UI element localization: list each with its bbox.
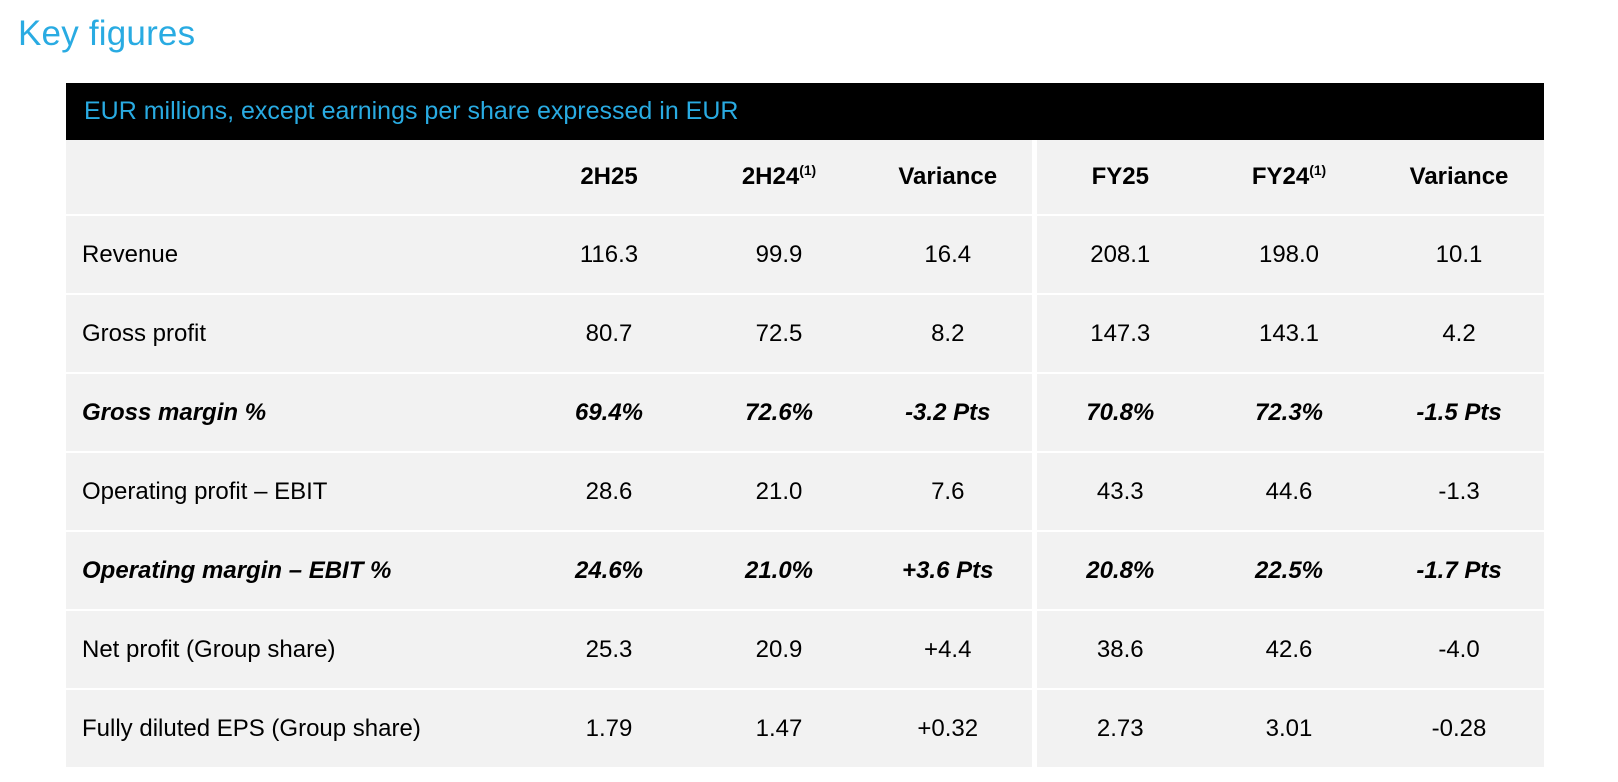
band-caption: EUR millions, except earnings per share expressed in EUR <box>84 97 739 125</box>
column-header-fy25: FY25 <box>1034 140 1204 215</box>
table-row <box>66 610 1544 689</box>
footnote-marker: (1) <box>1309 162 1327 178</box>
cell-value: -3.2 Pts <box>864 373 1034 452</box>
table-row <box>66 531 1544 610</box>
column-header-fy24: FY24$^{(1)}$ <box>1204 140 1374 215</box>
row-label: Operating profit – EBIT <box>66 452 524 531</box>
cell-value: 3.01 <box>1204 689 1374 768</box>
cell-value: +3.6 Pts <box>864 531 1034 610</box>
cell-value: 4.2 <box>1374 294 1544 373</box>
cell-value: 72.5 <box>694 294 864 373</box>
cell-value: 80.7 <box>524 294 694 373</box>
page-title: Key figures <box>18 14 196 53</box>
cell-value: +4.4 <box>864 610 1034 689</box>
cell-value: 72.6% <box>694 373 864 452</box>
cell-value: 116.3 <box>524 215 694 294</box>
cell-value: 42.6 <box>1204 610 1374 689</box>
column-header-2h24: 2H24$^{(1)}$ <box>694 140 864 215</box>
cell-value: 99.9 <box>694 215 864 294</box>
cell-value: -1.3 <box>1374 452 1544 531</box>
cell-value: 44.6 <box>1204 452 1374 531</box>
row-label: Net profit (Group share) <box>66 610 524 689</box>
cell-value: 25.3 <box>524 610 694 689</box>
table-row <box>66 689 1544 768</box>
cell-value: 72.3% <box>1204 373 1374 452</box>
cell-value: 208.1 <box>1034 215 1204 294</box>
cell-value: -1.5 Pts <box>1374 373 1544 452</box>
footnote-marker: (1) <box>799 162 817 178</box>
table-caption-band <box>66 83 1544 140</box>
table-row <box>66 452 1544 531</box>
cell-value: 24.6% <box>524 531 694 610</box>
cell-value: -4.0 <box>1374 610 1544 689</box>
column-header-variance-full: Variance <box>1374 140 1544 215</box>
cell-value: 70.8% <box>1034 373 1204 452</box>
row-label: Revenue <box>66 215 524 294</box>
cell-value: 43.3 <box>1034 452 1204 531</box>
cell-value: 20.8% <box>1034 531 1204 610</box>
cell-value: 8.2 <box>864 294 1034 373</box>
cell-value: 21.0 <box>694 452 864 531</box>
column-header-label <box>66 140 524 215</box>
cell-value: 21.0% <box>694 531 864 610</box>
cell-value: 10.1 <box>1374 215 1544 294</box>
row-label: Fully diluted EPS (Group share) <box>66 689 524 768</box>
cell-value: 143.1 <box>1204 294 1374 373</box>
cell-value: 2.73 <box>1034 689 1204 768</box>
cell-value: -1.7 Pts <box>1374 531 1544 610</box>
cell-value: 1.47 <box>694 689 864 768</box>
cell-value: 198.0 <box>1204 215 1374 294</box>
cell-value: +0.32 <box>864 689 1034 768</box>
cell-value: 20.9 <box>694 610 864 689</box>
row-label: Gross profit <box>66 294 524 373</box>
row-label: Gross margin % <box>66 373 524 452</box>
cell-value: 147.3 <box>1034 294 1204 373</box>
cell-value: 22.5% <box>1204 531 1374 610</box>
key-figures-table <box>66 83 1544 769</box>
cell-value: 28.6 <box>524 452 694 531</box>
row-label: Operating margin – EBIT % <box>66 531 524 610</box>
table-header <box>66 83 1544 215</box>
column-header-row <box>66 140 1544 215</box>
band-cell <box>66 83 1544 140</box>
table-row <box>66 215 1544 294</box>
cell-value: 38.6 <box>1034 610 1204 689</box>
column-header-variance-half: Variance <box>864 140 1034 215</box>
cell-value: 1.79 <box>524 689 694 768</box>
column-header-2h25: 2H25 <box>524 140 694 215</box>
cell-value: 16.4 <box>864 215 1034 294</box>
key-figures-table-wrapper <box>66 83 1544 769</box>
cell-value: -0.28 <box>1374 689 1544 768</box>
cell-value: 7.6 <box>864 452 1034 531</box>
table-row <box>66 294 1544 373</box>
table-body <box>66 215 1544 768</box>
table-row <box>66 373 1544 452</box>
cell-value: 69.4% <box>524 373 694 452</box>
